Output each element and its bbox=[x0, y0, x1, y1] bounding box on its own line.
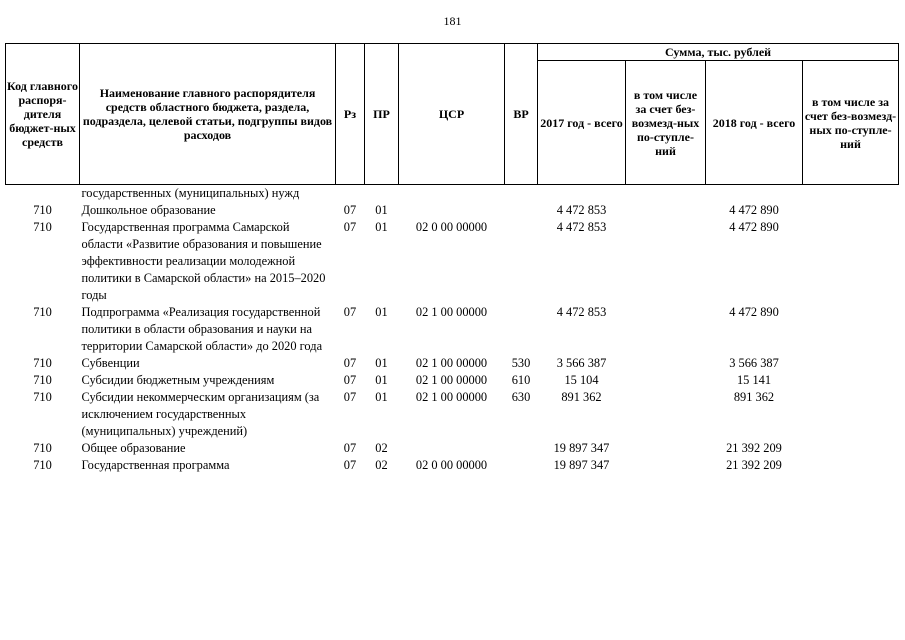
cell-2018-total: 21 392 209 bbox=[726, 458, 782, 472]
continuation-row bbox=[6, 185, 899, 203]
cell-2017-free bbox=[626, 440, 706, 457]
cell-2017-total: 3 566 387 bbox=[556, 356, 607, 370]
cell-pr: 01 bbox=[375, 390, 388, 404]
cell-pr: 01 bbox=[375, 373, 388, 387]
cell-2018-total: 3 566 387 bbox=[729, 356, 779, 370]
cell-pr: 01 bbox=[375, 203, 388, 217]
cell-pr: 02 bbox=[375, 441, 388, 455]
cell-vr bbox=[505, 202, 538, 219]
cell-name: Субсидии некоммерческим организациям (за исключением государственных (муниципальных) учреждений) bbox=[81, 390, 320, 438]
table-row bbox=[6, 355, 899, 372]
cell-2018-total: 891 362 bbox=[733, 390, 775, 404]
table-row bbox=[6, 219, 899, 304]
cell-2018-total: 21 392 209 bbox=[726, 441, 782, 455]
cell-rz: 07 bbox=[343, 441, 357, 455]
cell-csr: 02 0 00 00000 bbox=[415, 220, 488, 234]
page-number: 181 bbox=[443, 14, 462, 28]
header-2017-free: в том числе за счет без-возмезд-ных по-ступле-ний bbox=[626, 61, 706, 185]
cell-code: 710 bbox=[33, 356, 52, 370]
cell-2017-free bbox=[626, 389, 706, 440]
cell-name: Субвенции bbox=[81, 356, 140, 370]
cell-name: Подпрограмма «Реализация государственной политики в области образования и науки на территории Самарской области» до 2020 года bbox=[81, 305, 323, 353]
cell-vr: 530 bbox=[511, 356, 531, 370]
table-row bbox=[6, 457, 899, 474]
table-row bbox=[6, 440, 899, 457]
cell-2018-free bbox=[803, 389, 899, 440]
cell-2017-total: 19 897 347 bbox=[553, 441, 610, 455]
cell-2017-free bbox=[626, 304, 706, 355]
table-header bbox=[6, 44, 899, 185]
cell-2017-total: 891 362 bbox=[561, 390, 602, 404]
cell-2017-free bbox=[626, 372, 706, 389]
cell-pr: 01 bbox=[375, 220, 388, 234]
cell-rz: 07 bbox=[343, 458, 357, 472]
cell-code: 710 bbox=[33, 441, 52, 455]
cell-name: Государственная программа Самарской области «Развитие образования и повышение эффективности реализации молодежной политики в Самарской области» на 2015–2020 годы bbox=[81, 220, 326, 302]
cell-csr: 02 1 00 00000 bbox=[415, 373, 488, 387]
cell-2017-free bbox=[626, 202, 706, 219]
cell-csr: 02 1 00 00000 bbox=[415, 390, 488, 404]
table-row bbox=[6, 202, 899, 219]
cell-vr bbox=[505, 457, 538, 474]
cell-name: Субсидии бюджетным учреждениям bbox=[81, 373, 275, 387]
cell-2017-total: 15 104 bbox=[564, 373, 599, 387]
cell-2018-total: 15 141 bbox=[736, 373, 772, 387]
header-pr: ПР bbox=[365, 44, 399, 185]
cell-rz: 07 bbox=[343, 203, 357, 217]
cell-2018-total: 4 472 890 bbox=[729, 220, 779, 234]
cell-csr bbox=[399, 440, 505, 457]
table-body bbox=[6, 185, 899, 475]
cell-rz: 07 bbox=[343, 390, 357, 404]
cell-2018-free bbox=[803, 440, 899, 457]
header-name: Наименование главного распорядителя средств областного бюджета, раздела, подраздела, целевой статьи, подгруппы видов расходов bbox=[80, 44, 336, 185]
cell-csr bbox=[399, 202, 505, 219]
cell-code: 710 bbox=[33, 220, 52, 234]
cell-code: 710 bbox=[33, 373, 52, 387]
cell-code: 710 bbox=[33, 203, 52, 217]
continuation-text: государственных (муниципальных) нужд bbox=[81, 186, 300, 200]
cell-2017-total: 19 897 347 bbox=[553, 458, 610, 472]
cell-name: Общее образование bbox=[81, 441, 186, 455]
cell-2018-free bbox=[803, 457, 899, 474]
header-vr: ВР bbox=[505, 44, 538, 185]
cell-csr: 02 0 00 00000 bbox=[415, 458, 488, 472]
header-csr: ЦСР bbox=[399, 44, 505, 185]
cell-csr: 02 1 00 00000 bbox=[415, 356, 488, 370]
cell-rz: 07 bbox=[343, 305, 357, 319]
cell-vr: 630 bbox=[511, 390, 531, 404]
cell-2017-free bbox=[626, 457, 706, 474]
header-2018-free: в том числе за счет без-возмезд-ных по-ступле-ний bbox=[803, 61, 899, 185]
cell-2018-free bbox=[803, 219, 899, 304]
cell-pr: 01 bbox=[375, 356, 388, 370]
header-2017-total: 2017 год - всего bbox=[538, 61, 626, 185]
cell-2018-total: 4 472 890 bbox=[729, 305, 779, 319]
cell-rz: 07 bbox=[343, 356, 357, 370]
table-row bbox=[6, 389, 899, 440]
cell-2017-total: 4 472 853 bbox=[556, 203, 607, 217]
cell-csr: 02 1 00 00000 bbox=[415, 305, 488, 319]
cell-2017-total: 4 472 853 bbox=[556, 305, 607, 319]
cell-2017-free bbox=[626, 219, 706, 304]
table-row bbox=[6, 304, 899, 355]
cell-vr bbox=[505, 219, 538, 304]
cell-name: Дошкольное образование bbox=[81, 203, 216, 217]
cell-rz: 07 bbox=[343, 373, 357, 387]
cell-pr: 01 bbox=[375, 305, 388, 319]
cell-2017-total: 4 472 853 bbox=[556, 220, 607, 234]
header-2018-total: 2018 год - всего bbox=[706, 61, 803, 185]
header-code: Код главного распоря-дителя бюджет-ных средств bbox=[6, 44, 80, 185]
cell-code: 710 bbox=[33, 390, 52, 404]
cell-vr: 610 bbox=[511, 373, 531, 387]
cell-vr bbox=[505, 440, 538, 457]
cell-rz: 07 bbox=[343, 220, 357, 234]
budget-table bbox=[5, 43, 899, 474]
header-rz: Рз bbox=[336, 44, 365, 185]
table-row bbox=[6, 372, 899, 389]
cell-2018-free bbox=[803, 202, 899, 219]
header-sum-group: Сумма, тыс. рублей bbox=[538, 44, 899, 61]
cell-code: 710 bbox=[33, 458, 52, 472]
cell-2018-free bbox=[803, 372, 899, 389]
cell-2018-total: 4 472 890 bbox=[729, 203, 779, 217]
cell-2018-free bbox=[803, 355, 899, 372]
cell-pr: 02 bbox=[375, 458, 388, 472]
cell-vr bbox=[505, 304, 538, 355]
cell-2017-free bbox=[626, 355, 706, 372]
cell-name: Государственная программа bbox=[81, 458, 230, 472]
cell-2018-free bbox=[803, 304, 899, 355]
cell-code: 710 bbox=[33, 305, 52, 319]
